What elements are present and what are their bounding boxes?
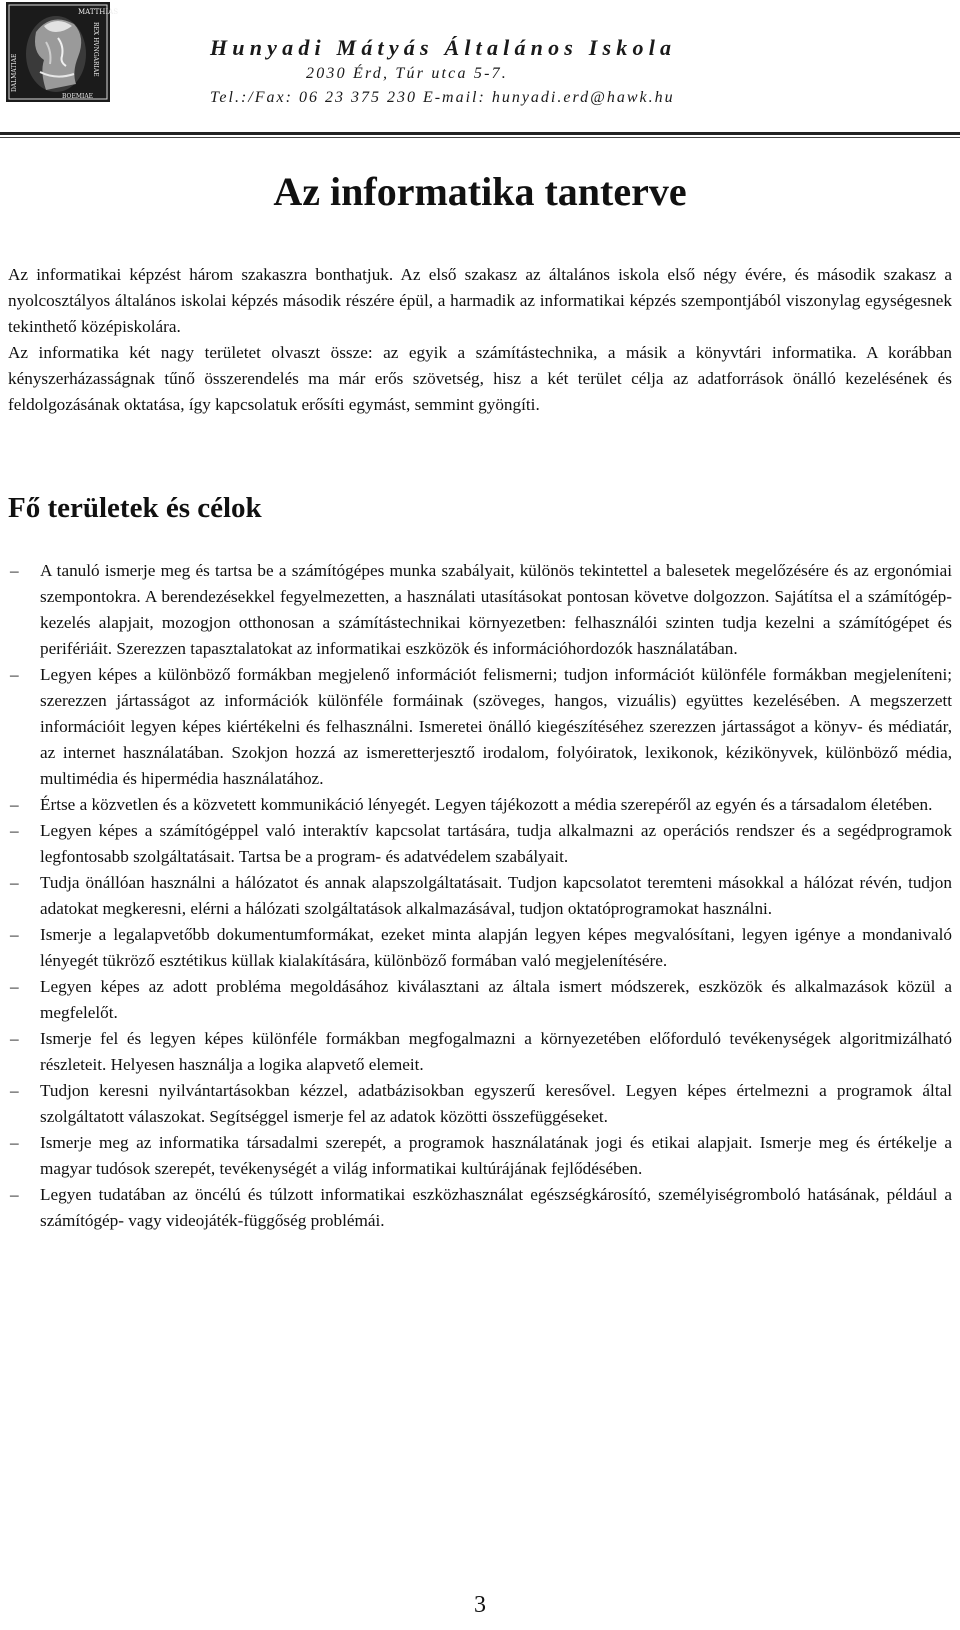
list-item-text: Legyen képes a számítógéppel való interaktív kapcsolat tartására, tudja alkalmazni az operációs rendszer és a segédprogramok legfontosabb szolgáltatásait. Tartsa be a program- és adatvédelem szabályait.	[40, 821, 952, 866]
list-item	[8, 1182, 952, 1234]
logo-text-top: MATTHIAS	[78, 8, 119, 16]
list-item-text: Legyen képes az adott probléma megoldásához kiválasztani az általa ismert módszerek, eszközök és alkalmazások közül a megfelelőt.	[40, 977, 952, 1022]
bullet-dash: –	[10, 1029, 19, 1048]
school-name: Hunyadi Mátyás Általános Iskola	[210, 35, 677, 60]
list-item-text: Ismerje a legalapvetőbb dokumentumformákat, ezeket minta alapján legyen képes megvalósítani, legyen igénye a mondanivaló lényegét tükröző esztétikus küllak kialakítására, különböző formában való megjelenítésére.	[40, 925, 952, 970]
bullet-dash: –	[10, 1185, 19, 1204]
list-item-text: Értse a közvetlen és a közvetett kommunikáció lényegét. Legyen tájékozott a média szerepéről az egyén és a társadalom életében.	[40, 795, 933, 814]
intro-paragraph: Az informatika két nagy területet olvaszt össze: az egyik a számítástechnika, a másik a könyvtári informatika. A korábban kényszerházasságnak tűnő összerendelés ma már erős szövetség, hisz a két terület célja az adatforrások önálló kezelésének és feldolgozásának oktatása, így kapcsolatuk erősíti egymást, semmint gyöngíti.	[8, 343, 952, 414]
list-item	[8, 922, 952, 974]
bullet-dash: –	[10, 873, 19, 892]
list-item-text: Legyen képes a különböző formákban megjelenő információt felismerni; tudjon információt különféle formákban megjeleníteni; szerezzen jártasságot az információk különféle formáinak (szöveges, hangos, vizuális) együttes kezelésében. A megszerzett információit legyen képes kiértékelni és felhasználni. Ismeretei önálló kiegészítéséhez szerezzen jártasságot a könyv- és médiatár, az internet használatában. Szokjon hozzá az ismeretterjesztő irodalom, folyóiratok, lexikonok, kézikönyvek, különböző média, multimédia és hipermédia használatához.	[40, 665, 952, 788]
goals-list	[8, 558, 952, 1234]
bullet-dash: –	[10, 925, 19, 944]
bullet-dash: –	[10, 665, 19, 684]
school-info	[210, 34, 960, 110]
bullet-dash: –	[10, 821, 19, 840]
list-item	[8, 1130, 952, 1182]
school-address: 2030 Érd, Túr utca 5-7.	[306, 65, 509, 82]
page-title: Az informatika tanterve	[273, 169, 687, 214]
header-divider-thin	[0, 137, 960, 138]
bullet-dash: –	[10, 1081, 19, 1100]
section-heading: Fő területek és célok	[8, 492, 262, 524]
king-matthias-seal-logo	[6, 2, 119, 102]
page-number: 3	[474, 1592, 486, 1618]
list-item-text: A tanuló ismerje meg és tartsa be a számítógépes munka szabályait, különös tekintettel a balesetek megelőzésére és az ergonómiai szempontokra. A berendezésekkel fegyelmezetten, a használati utasításokat pontosan követve dolgozzon. Sajátítsa el a számítógép-kezelés alapjait, mozogjon otthonosan a számítástechnikai környezetben: felhasználói szinten tudja kezelni a számítógépet és perifériáit. Szerezzen tapasztalatokat az informatikai eszközök és információhordozók használatában.	[40, 561, 952, 658]
list-item-text: Legyen tudatában az öncélú és túlzott informatikai eszközhasználat egészségkárosító, személyiségromboló hatásának, például a számítógép- vagy videojáték-függőség problémái.	[40, 1185, 952, 1230]
list-item-text: Tudja önállóan használni a hálózatot és annak alapszolgáltatásait. Tudjon kapcsolatot teremteni másokkal a hálózat révén, tudjon adatokat megkeresni, elérni a hálózati szolgáltatások alkalmazásával, tudjon oktatóprogramokat használni.	[40, 873, 952, 918]
list-item	[8, 662, 952, 792]
intro-text	[8, 262, 952, 418]
list-item-text: Ismerje meg az informatika társadalmi szerepét, a programok használatának jogi és etikai alapjait. Ismerje meg és értékelje a magyar tudósok szerepét, tevékenységét a világ informatikai kultúrájának fejlődésében.	[40, 1133, 952, 1178]
logo-text-bottom: BOEMIAE	[62, 93, 94, 100]
list-item	[8, 974, 952, 1026]
bullet-dash: –	[10, 977, 19, 996]
logo-text-left: DALMATIAE	[11, 53, 18, 92]
list-item-text: Ismerje fel és legyen képes különféle formákban megfogalmazni a környezetében előforduló tevékenységek algoritmizálható részleteit. Helyesen használja a logika alapvető elemeit.	[40, 1029, 952, 1074]
list-item	[8, 558, 952, 662]
logo-text-right: REX HVNGARIAE	[92, 22, 99, 77]
list-item	[8, 1078, 952, 1130]
bullet-dash: –	[10, 1133, 19, 1152]
list-item	[8, 792, 952, 818]
header-divider	[0, 132, 960, 135]
list-item-text: Tudjon keresni nyilvántartásokban kézzel, adatbázisokban egyszerű keresővel. Legyen képes értelmezni a programok által szolgáltatott válaszokat. Segítséggel ismerje fel az adatok közötti összefüggéseket.	[40, 1081, 952, 1126]
bullet-dash: –	[10, 795, 19, 814]
list-item	[8, 818, 952, 870]
list-item	[8, 870, 952, 922]
intro-paragraph: Az informatikai képzést három szakaszra bonthatjuk. Az első szakasz az általános iskola első négy évére, és második szakasz a nyolcosztályos általános iskolai képzés második részére épül, a harmadik az informatikai képzés szempontjából viszonylag egységesnek tekinthető középiskolára.	[8, 265, 952, 336]
bullet-dash: –	[10, 561, 19, 580]
list-item	[8, 1026, 952, 1078]
letterhead	[0, 0, 960, 104]
school-contact: Tel.:/Fax: 06 23 375 230 E-mail: hunyadi.erd@hawk.hu	[210, 89, 675, 106]
